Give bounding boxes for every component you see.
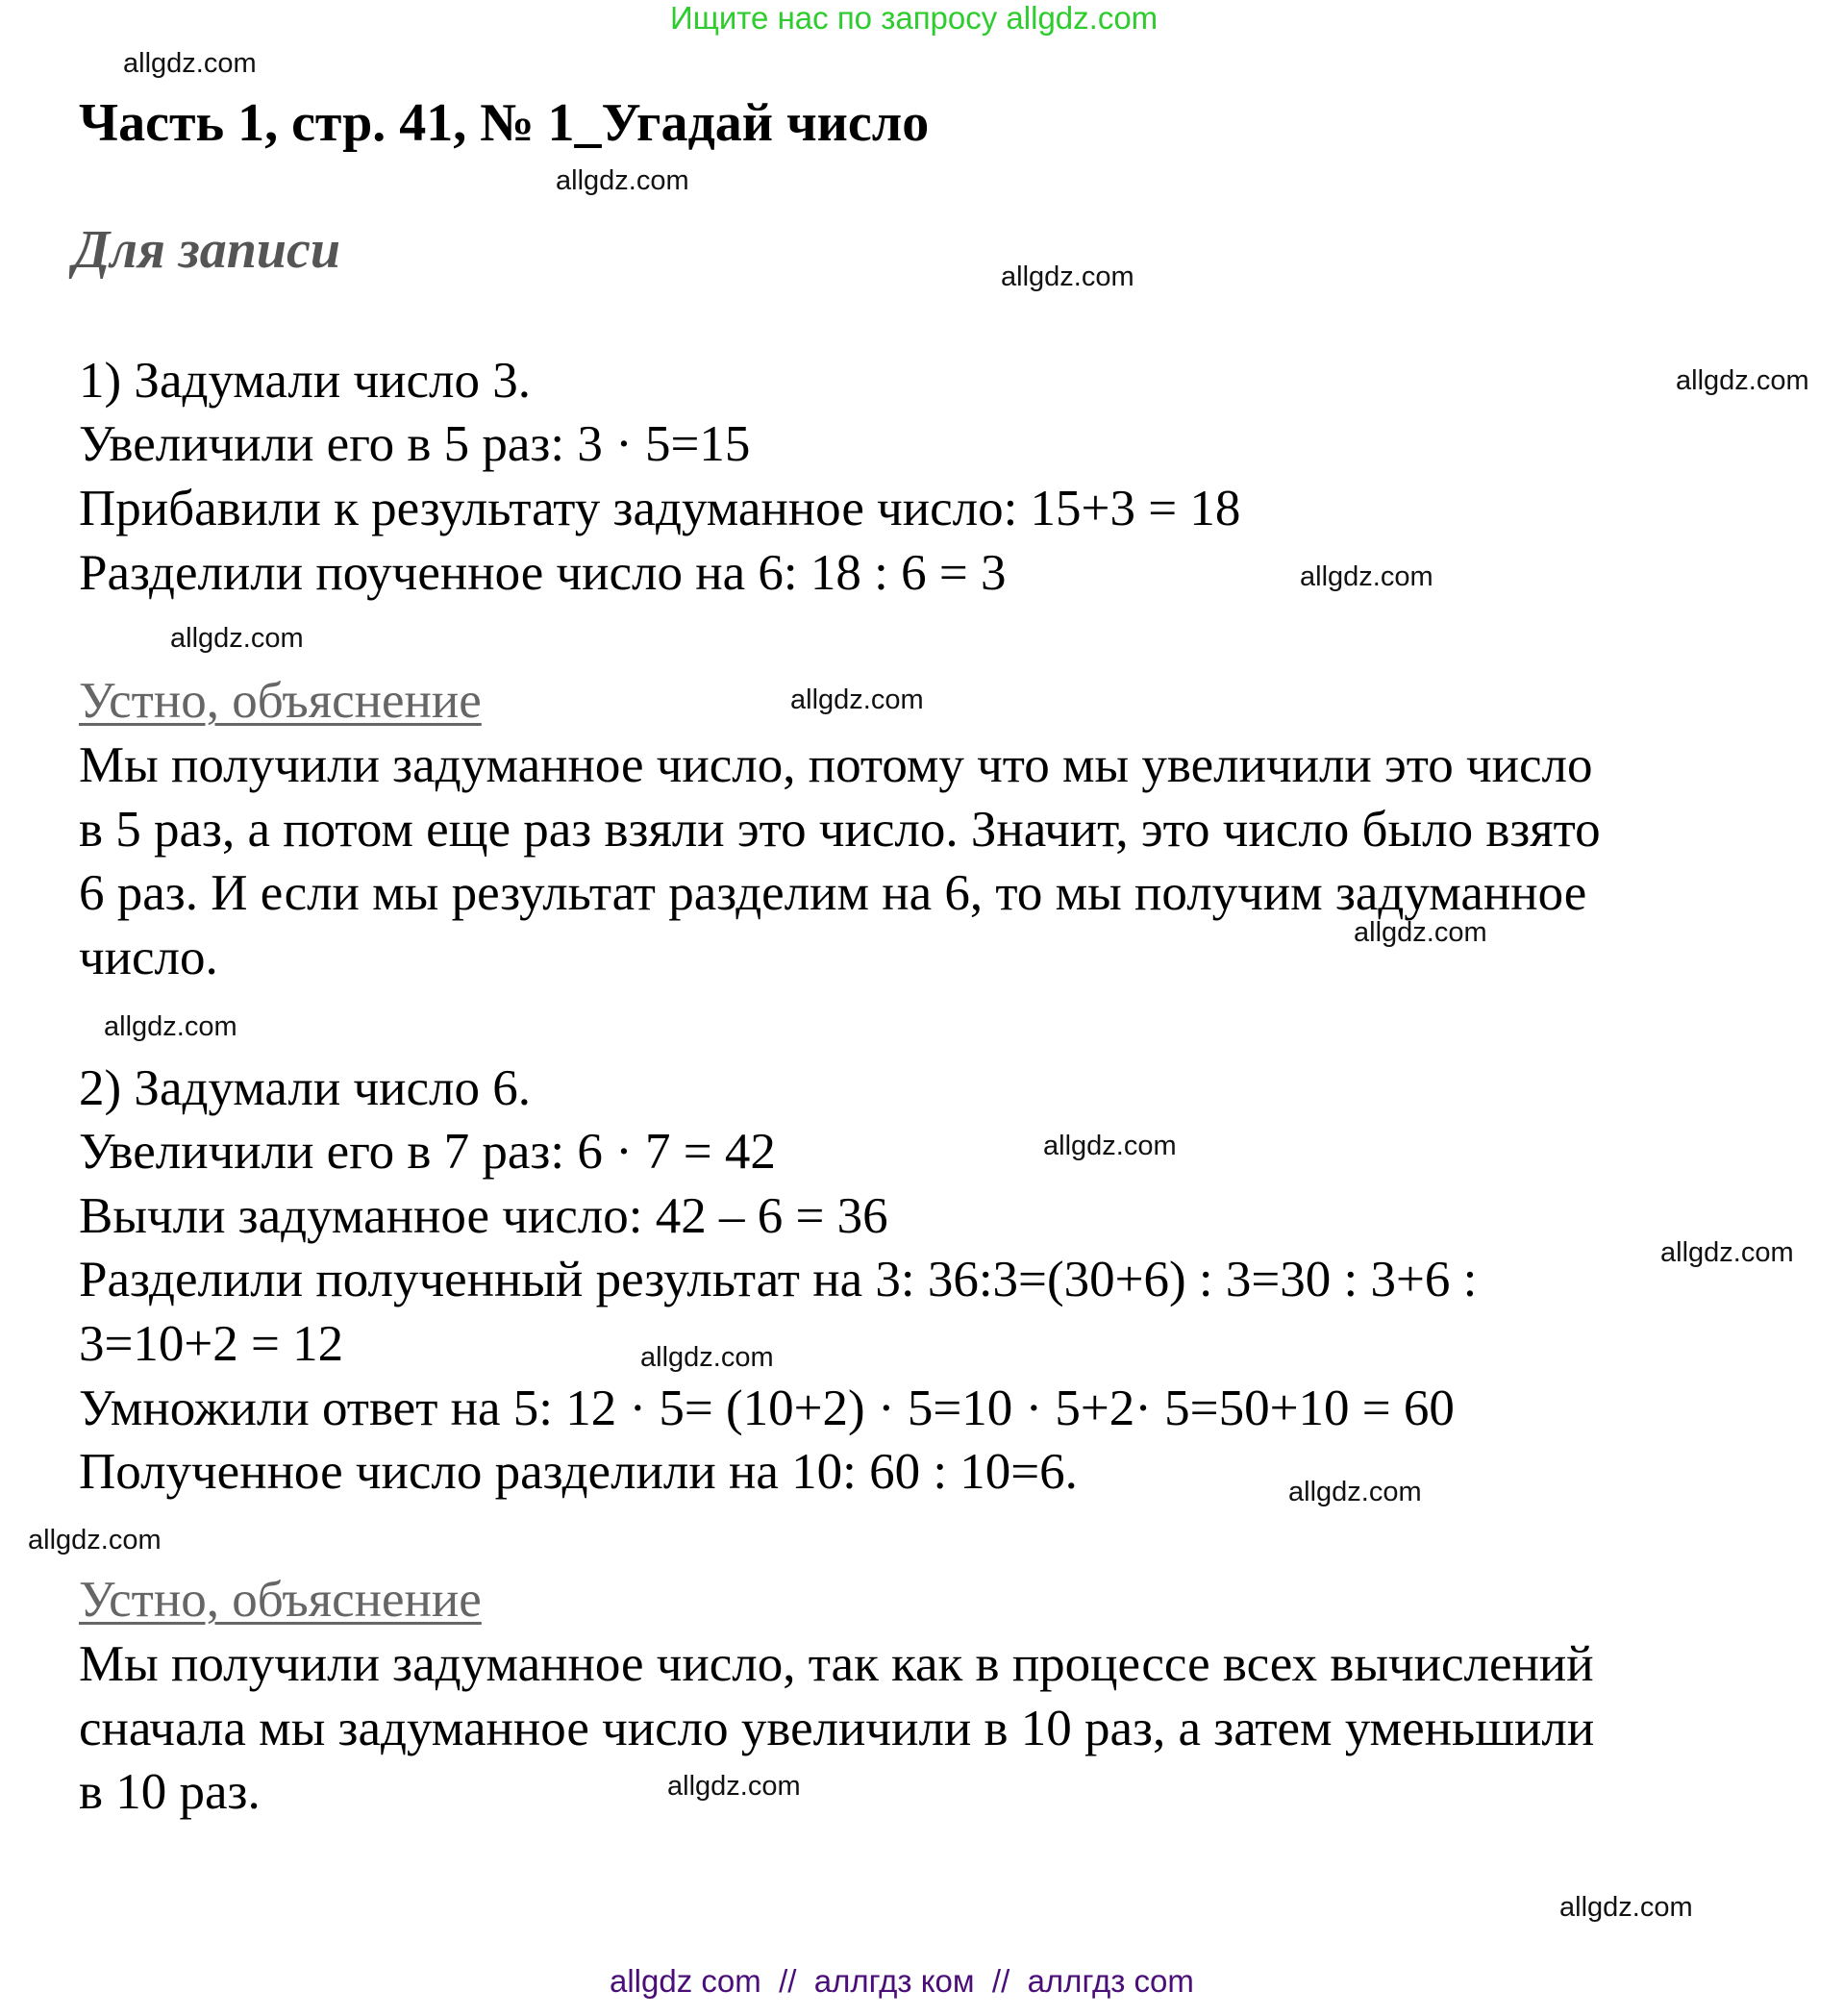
watermark: allgdz.com	[1001, 261, 1134, 292]
watermark: allgdz.com	[170, 623, 304, 654]
watermark: allgdz.com	[1676, 365, 1809, 396]
watermark: allgdz.com	[790, 684, 924, 715]
part2-explanation-line: Мы получили задуманное число, так как в процессе всех вычислений	[79, 1636, 1594, 1692]
part2-explanation-line: сначала мы задуманное число увеличили в 10 раз, а затем уменьшили	[79, 1701, 1595, 1756]
part1-explanation-line: в 5 раз, а потом еще раз взяли это число. Значит, это число было взято	[79, 802, 1601, 858]
watermark: allgdz.com	[556, 165, 689, 196]
part2-line: Разделили полученный результат на 3: 36:3=(30+6) : 3=30 : 3+6 :	[79, 1252, 1478, 1307]
footer-links: allgdz com // аллгдз ком // аллгдз com	[610, 1963, 1194, 1999]
part1-explanation-line: Мы получили задуманное число, потому что мы увеличили это число	[79, 737, 1593, 793]
watermark: allgdz.com	[1288, 1477, 1422, 1507]
watermark: allgdz.com	[28, 1525, 162, 1556]
watermark: allgdz.com	[1043, 1131, 1177, 1161]
part1-line: Разделили поученное число на 6: 18 : 6 = 3	[79, 545, 1007, 601]
page-title: Часть 1, стр. 41, № 1_Угадай число	[79, 93, 930, 153]
for-record-heading: Для записи	[73, 220, 340, 280]
part2-explanation-line: в 10 раз.	[79, 1764, 261, 1820]
part1-explanation-line: 6 раз. И если мы результат разделим на 6, то мы получим задуманное	[79, 865, 1587, 921]
watermark: allgdz.com	[667, 1771, 801, 1802]
explanation-heading: Устно, объяснение	[79, 1572, 482, 1628]
part1-explanation-line: число.	[79, 930, 218, 985]
search-banner: Ищите нас по запросу allgdz.com	[670, 0, 1159, 36]
part2-line: Умножили ответ на 5: 12 · 5= (10+2) · 5=10 · 5+2· 5=50+10 = 60	[79, 1381, 1455, 1436]
part2-line: Увеличили его в 7 раз: 6 · 7 = 42	[79, 1124, 776, 1180]
part2-line: 3=10+2 = 12	[79, 1316, 344, 1372]
watermark: allgdz.com	[123, 48, 257, 79]
watermark: allgdz.com	[640, 1342, 774, 1373]
watermark: allgdz.com	[1559, 1892, 1693, 1923]
watermark: allgdz.com	[1354, 917, 1487, 948]
part1-line: 1) Задумали число 3.	[79, 353, 531, 409]
part2-line: Вычли задуманное число: 42 – 6 = 36	[79, 1188, 888, 1244]
part2-line: 2) Задумали число 6.	[79, 1060, 531, 1116]
part1-line: Прибавили к результату задуманное число: 15+3 = 18	[79, 481, 1241, 536]
explanation-heading: Устно, объяснение	[79, 673, 482, 729]
watermark: allgdz.com	[1660, 1237, 1794, 1268]
watermark: allgdz.com	[104, 1011, 237, 1042]
part2-line: Полученное число разделили на 10: 60 : 10=6.	[79, 1444, 1078, 1500]
part1-line: Увеличили его в 5 раз: 3 · 5=15	[79, 416, 751, 472]
watermark: allgdz.com	[1300, 561, 1433, 592]
